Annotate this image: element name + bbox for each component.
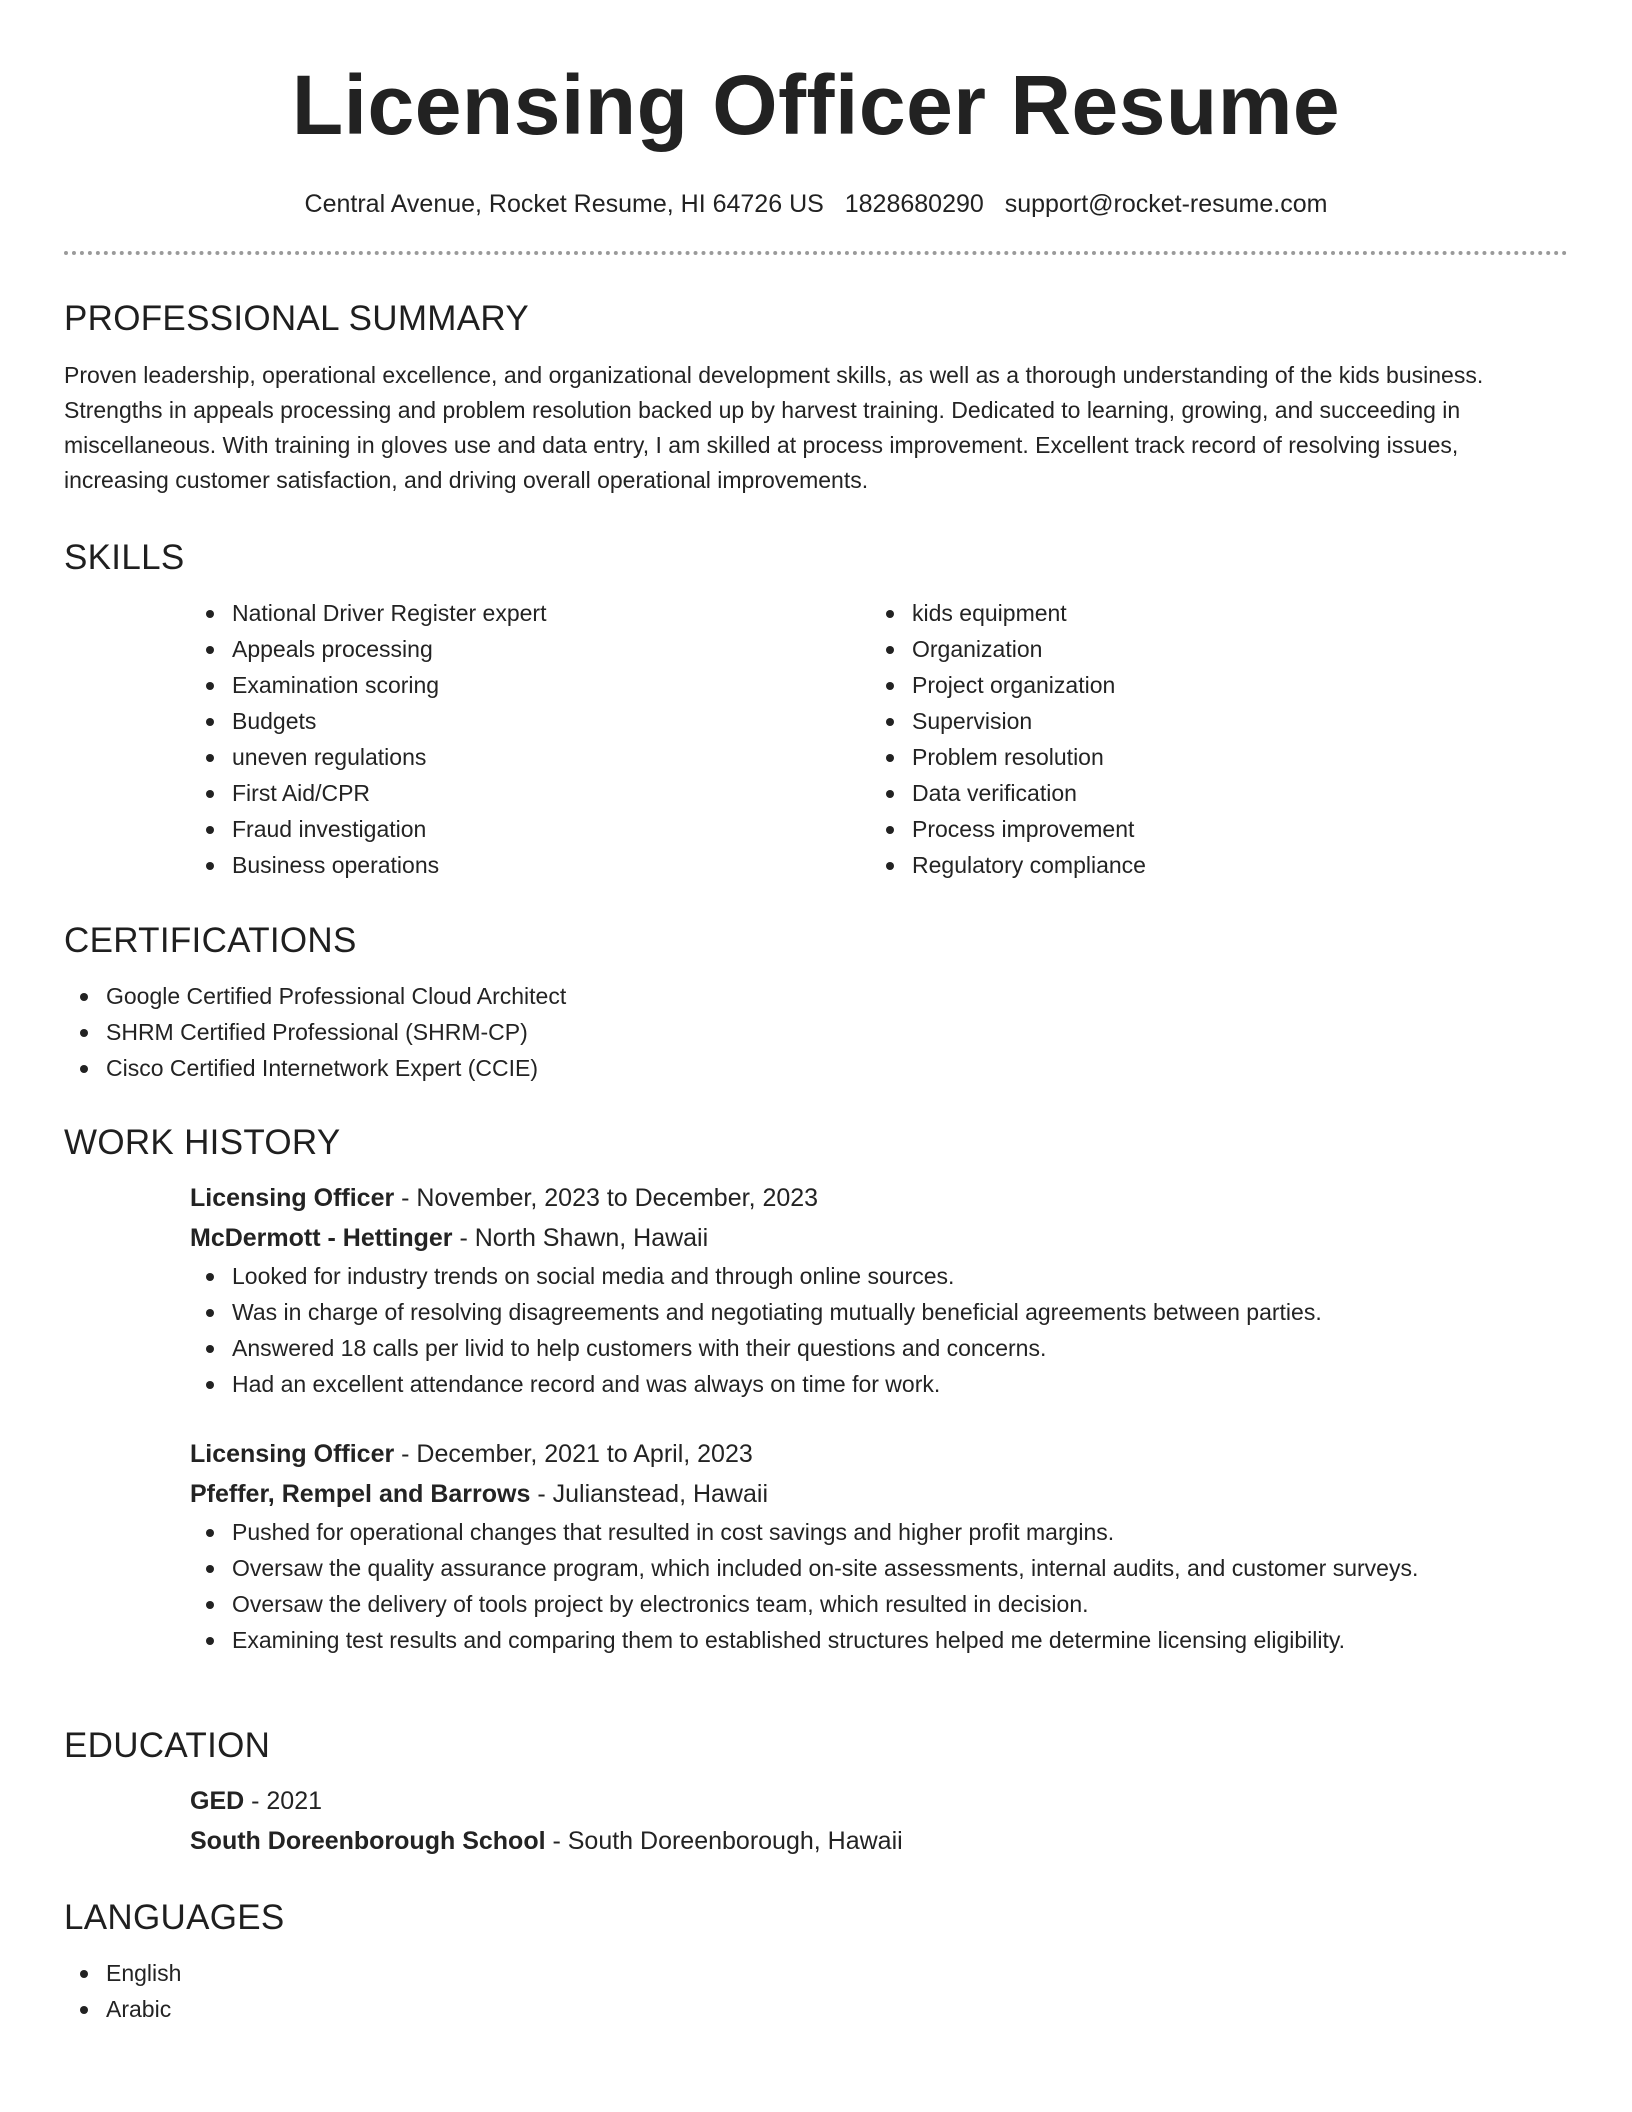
skill-item: Regulatory compliance (870, 847, 1550, 883)
header-divider (64, 251, 1568, 255)
certifications-heading: CERTIFICATIONS (64, 921, 357, 960)
job-company: Pfeffer, Rempel and Barrows (190, 1480, 531, 1508)
skill-item: Organization (870, 631, 1550, 667)
languages-section (64, 1897, 1568, 2027)
job-title: Licensing Officer (190, 1184, 395, 1212)
job-company-line (190, 1474, 1568, 1514)
job-bullet: Looked for industry trends on social media and through online sources. (190, 1258, 1568, 1294)
skill-item: Project organization (870, 667, 1550, 703)
contact-phone: 1828680290 (844, 190, 984, 218)
certification-item: Cisco Certified Internetwork Expert (CCIE) (64, 1050, 1568, 1086)
job-location: - North Shawn, Hawaii (452, 1224, 709, 1252)
job-company: McDermott - Hettinger (190, 1224, 453, 1252)
skill-item: kids equipment (870, 595, 1550, 631)
certifications-list (64, 978, 1568, 1086)
certifications-section (64, 920, 1568, 1086)
skill-item: Problem resolution (870, 739, 1550, 775)
skills-list-right (870, 595, 1550, 883)
skills-grid (190, 595, 1568, 883)
skill-item: Budgets (190, 703, 870, 739)
job-location: - Julianstead, Hawaii (530, 1480, 769, 1508)
job-title-line (190, 1178, 1568, 1218)
summary-heading: PROFESSIONAL SUMMARY (64, 299, 529, 338)
skill-item: Fraud investigation (190, 811, 870, 847)
skill-item: First Aid/CPR (190, 775, 870, 811)
skill-item: Business operations (190, 847, 870, 883)
education-school: South Doreenborough School (190, 1827, 546, 1855)
job-title-line (190, 1434, 1568, 1474)
skill-item: Appeals processing (190, 631, 870, 667)
skill-item: Examination scoring (190, 667, 870, 703)
job-bullet: Answered 18 calls per livid to help customers with their questions and concerns. (190, 1330, 1568, 1366)
job-entry (190, 1178, 1568, 1402)
summary-text: Proven leadership, operational excellence, and organizational development skills, as well as a thorough understanding of the kids business. Strengths in appeals processing and problem resolution backed up by harvest training. Dedicated to learning, growing, and succeeding in miscellaneous. With training in gloves use and data entry, I am skilled at process improvement. Excellent track record of resolving issues, increasing customer satisfaction, and driving overall operational improvements. (64, 362, 1484, 493)
summary-section (64, 298, 1568, 498)
education-heading: EDUCATION (64, 1726, 271, 1765)
resume-page (64, 0, 1568, 2022)
contact-address: Central Avenue, Rocket Resume, HI 64726 US (304, 190, 824, 218)
resume-title: Licensing Officer Resume (291, 58, 1341, 152)
education-degree-line (190, 1781, 1568, 1821)
job-bullets (190, 1514, 1568, 1658)
language-item: English (64, 1955, 1568, 1991)
job-bullet: Was in charge of resolving disagreements and negotiating mutually beneficial agreements between parties. (190, 1294, 1568, 1330)
education-location: - South Doreenborough, Hawaii (545, 1827, 903, 1855)
certification-item: Google Certified Professional Cloud Architect (64, 978, 1568, 1014)
job-bullet: Pushed for operational changes that resulted in cost savings and higher profit margins. (190, 1514, 1568, 1550)
education-year: - 2021 (244, 1787, 323, 1815)
skill-item: uneven regulations (190, 739, 870, 775)
job-bullet: Oversaw the quality assurance program, which included on-site assessments, internal audits, and customer surveys. (190, 1550, 1568, 1586)
skill-item: Supervision (870, 703, 1550, 739)
job-bullet: Had an excellent attendance record and was always on time for work. (190, 1366, 1568, 1402)
work-history-section (64, 1122, 1568, 1658)
language-item: Arabic (64, 1991, 1568, 2027)
job-bullet: Examining test results and comparing them to established structures helped me determine licensing eligibility. (190, 1622, 1568, 1658)
certification-item: SHRM Certified Professional (SHRM-CP) (64, 1014, 1568, 1050)
education-entry (190, 1781, 1568, 1861)
work-history-heading: WORK HISTORY (64, 1123, 341, 1162)
skill-item: Process improvement (870, 811, 1550, 847)
education-section (64, 1725, 1568, 1861)
education-school-line (190, 1821, 1568, 1861)
languages-heading: LANGUAGES (64, 1898, 285, 1937)
skills-list-left (190, 595, 870, 883)
education-degree: GED (190, 1787, 245, 1815)
skill-item: Data verification (870, 775, 1550, 811)
job-title: Licensing Officer (190, 1440, 395, 1468)
languages-list (64, 1955, 1568, 2027)
job-entry (190, 1434, 1568, 1658)
contact-email[interactable]: support@rocket-resume.com (1004, 190, 1328, 218)
job-dates: - December, 2021 to April, 2023 (394, 1440, 753, 1468)
contact-line (64, 189, 1568, 219)
job-bullet: Oversaw the delivery of tools project by electronics team, which resulted in decision. (190, 1586, 1568, 1622)
job-dates: - November, 2023 to December, 2023 (394, 1184, 819, 1212)
job-company-line (190, 1218, 1568, 1258)
job-bullets (190, 1258, 1568, 1402)
skill-item: National Driver Register expert (190, 595, 870, 631)
skills-section (64, 537, 1568, 883)
skills-heading: SKILLS (64, 538, 185, 577)
